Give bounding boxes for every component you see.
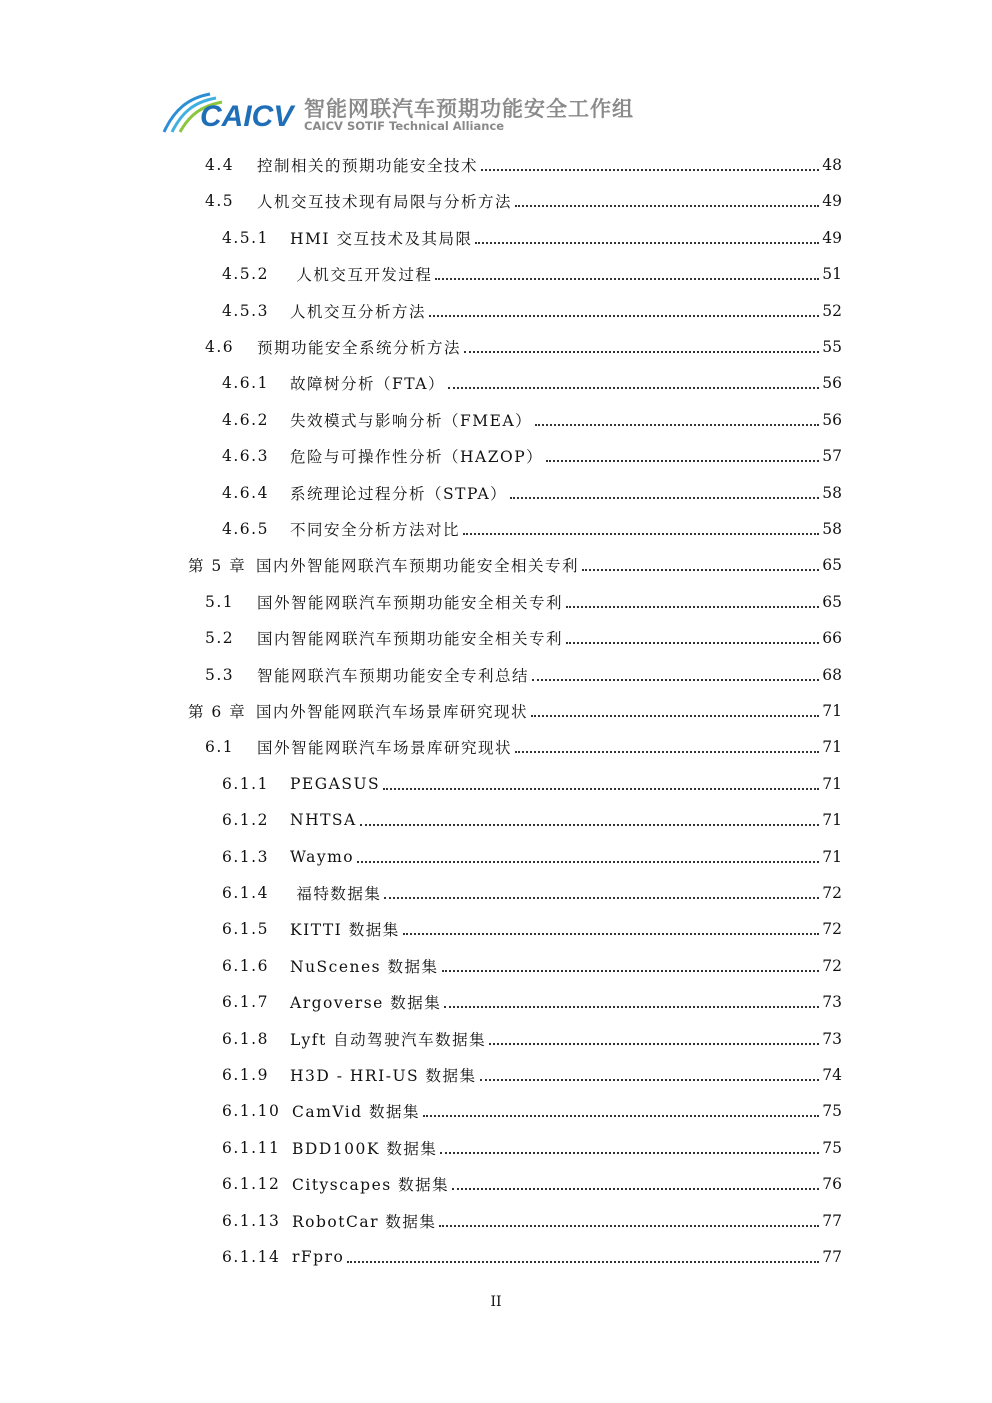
toc-entry[interactable] (222, 878, 842, 908)
toc-dot-leader (464, 350, 819, 353)
toc-entry[interactable] (222, 987, 842, 1017)
toc-dot-leader (360, 823, 820, 826)
toc-entry-number: 6.1.5 (222, 920, 269, 939)
alliance-title-en: CAICV SOTIF Technical Alliance (304, 119, 505, 133)
toc-entry-page: 74 (822, 1066, 842, 1084)
toc-dot-leader (440, 1151, 819, 1154)
toc-entry-page: 57 (822, 447, 842, 466)
toc-entry-number: 6.1.13 (222, 1211, 281, 1230)
toc-dot-leader (403, 932, 820, 935)
toc-entry-page: 48 (822, 156, 842, 174)
toc-dot-leader (444, 1005, 819, 1008)
toc-entry-number: 6.1.4 (222, 884, 269, 902)
toc-entry-page: 72 (822, 956, 842, 975)
toc-entry-title: 国外智能网联汽车场景库研究现状 (257, 739, 513, 758)
toc-entry-title: 人机交互分析方法 (290, 302, 427, 321)
toc-dot-leader (347, 1260, 819, 1263)
toc-dot-leader (480, 1078, 820, 1081)
toc-dot-leader (535, 423, 819, 426)
toc-entry-title: 智能网联汽车预期功能安全专利总结 (257, 666, 530, 685)
toc-entry[interactable] (222, 769, 842, 799)
toc-entry[interactable] (222, 1024, 842, 1054)
toc-entry-number: 第 6 章 (188, 703, 247, 721)
toc-entry-number: 6.1.1 (222, 774, 269, 793)
toc-entry-title: Lyft 自动驾驶汽车数据集 (290, 1030, 487, 1049)
toc-entry-page: 55 (822, 338, 842, 356)
toc-entry[interactable] (188, 696, 842, 726)
toc-entry-page: 72 (822, 884, 842, 902)
toc-entry-title: 故障树分析（FTA） (290, 375, 445, 394)
toc-entry[interactable] (222, 1060, 842, 1090)
toc-entry[interactable] (205, 186, 842, 216)
toc-entry-number: 4.6.4 (222, 483, 269, 502)
toc-dot-leader (510, 496, 819, 499)
toc-entry-title: 系统理论过程分析（STPA） (290, 484, 508, 503)
toc-dot-leader (435, 277, 819, 280)
toc-entry-title: 失效模式与影响分析（FMEA） (290, 411, 533, 430)
toc-dot-leader (439, 1224, 819, 1227)
toc-entry-title: 不同安全分析方法对比 (290, 521, 461, 539)
toc-entry-page: 73 (822, 993, 842, 1012)
toc-entry[interactable] (222, 1242, 842, 1272)
toc-entry-title: 控制相关的预期功能安全技术 (257, 157, 479, 175)
toc-entry-page: 77 (822, 1248, 842, 1266)
toc-dot-leader (489, 1042, 819, 1045)
toc-dot-leader (357, 860, 819, 863)
toc-entry-title: H3D - HRI-US 数据集 (290, 1067, 477, 1085)
toc-entry-title: CamVid 数据集 (292, 1103, 421, 1122)
toc-entry-number: 4.4 (205, 156, 235, 174)
page-header (160, 88, 634, 136)
toc-entry[interactable] (205, 587, 842, 617)
toc-entry[interactable] (222, 405, 842, 435)
toc-entry[interactable] (222, 842, 842, 872)
toc-entry-number: 6.1.9 (222, 1066, 269, 1084)
toc-entry-page: 76 (822, 1175, 842, 1194)
toc-entry-page: 49 (822, 228, 842, 247)
toc-entry[interactable] (222, 441, 842, 471)
toc-dot-leader (442, 969, 820, 972)
toc-entry[interactable] (205, 623, 842, 653)
toc-entry-page: 58 (822, 520, 842, 538)
toc-dot-leader (463, 532, 819, 535)
toc-entry[interactable] (222, 1169, 842, 1199)
toc-dot-leader (423, 1114, 819, 1117)
caicv-logo (160, 88, 300, 136)
toc-entry-title: KITTI 数据集 (290, 921, 400, 940)
toc-entry-page: 68 (822, 665, 842, 684)
toc-entry[interactable] (205, 660, 842, 690)
toc-entry-number: 6.1.7 (222, 993, 269, 1012)
toc-entry-number: 6.1.6 (222, 956, 269, 975)
toc-entry-page: 52 (822, 301, 842, 320)
toc-dot-leader (384, 896, 819, 899)
toc-dot-leader (531, 714, 819, 717)
toc-entry-page: 72 (822, 920, 842, 939)
toc-entry[interactable] (188, 550, 842, 580)
toc-entry-page: 65 (822, 592, 842, 611)
toc-entry-title: 国内外智能网联汽车场景库研究现状 (256, 703, 529, 721)
toc-entry-title: 国外智能网联汽车预期功能安全相关专利 (257, 593, 564, 612)
toc-entry-number: 4.6 (205, 338, 235, 356)
toc-dot-leader (566, 605, 819, 608)
toc-entry-number: 5.1 (205, 592, 235, 611)
toc-entry-number: 4.6.1 (222, 374, 269, 393)
toc-dot-leader (481, 168, 819, 171)
toc-entry[interactable] (222, 951, 842, 981)
toc-dot-leader (448, 386, 819, 389)
logo-wordmark: CAICV (200, 100, 294, 133)
toc-entry-title: NHTSA (290, 811, 357, 830)
toc-entry-title: NuScenes 数据集 (290, 957, 439, 976)
toc-entry-page: 71 (822, 774, 842, 793)
toc-dot-leader (452, 1187, 819, 1190)
toc-dot-leader (429, 314, 819, 317)
toc-dot-leader (515, 204, 819, 207)
toc-entry[interactable] (222, 223, 842, 253)
toc-entry-page: 56 (822, 374, 842, 393)
toc-entry-number: 6.1.14 (222, 1248, 281, 1266)
page-number: II (490, 1294, 502, 1310)
toc-entry-title: 国内外智能网联汽车预期功能安全相关专利 (256, 557, 580, 576)
toc-entry-title: 福特数据集 (290, 885, 382, 903)
toc-entry-page: 75 (822, 1138, 842, 1157)
toc-entry[interactable] (222, 1206, 842, 1236)
toc-dot-leader (383, 787, 819, 790)
toc-entry[interactable] (205, 150, 842, 180)
toc-dot-leader (515, 750, 819, 753)
toc-entry-number: 4.5.3 (222, 301, 269, 320)
toc-entry-number: 4.5 (205, 192, 235, 211)
toc-entry-page: 58 (822, 483, 842, 502)
toc-entry-page: 71 (822, 811, 842, 830)
toc-entry-page: 71 (822, 738, 842, 757)
toc-dot-leader (582, 568, 819, 571)
toc-entry[interactable] (222, 1096, 842, 1126)
toc-entry-number: 4.6.5 (222, 520, 269, 538)
toc-entry-number: 4.5.2 (222, 265, 269, 284)
toc-entry[interactable] (205, 332, 842, 362)
toc-entry-title: HMI 交互技术及其局限 (290, 229, 473, 248)
toc-entry-page: 71 (822, 847, 842, 866)
alliance-title-cn: 智能网联汽车预期功能安全工作组 (304, 97, 634, 121)
toc-entry[interactable] (222, 296, 842, 326)
toc-entry-page: 71 (822, 702, 842, 720)
toc-entry-title: PEGASUS (290, 774, 381, 793)
toc-entry[interactable] (222, 478, 842, 508)
toc-entry-title: Waymo (290, 847, 355, 866)
toc-entry-title: 危险与可操作性分析（HAZOP） (290, 448, 544, 467)
toc-entry-number: 4.5.1 (222, 228, 269, 247)
toc-entry-number: 6.1 (205, 738, 235, 757)
toc-entry-page: 77 (822, 1211, 842, 1230)
toc-entry-page: 56 (822, 410, 842, 429)
toc-dot-leader (532, 678, 819, 681)
toc-entry-page: 66 (822, 629, 842, 648)
toc-entry-page: 49 (822, 192, 842, 211)
toc-entry-number: 4.6.3 (222, 447, 269, 466)
toc-entry-number: 6.1.2 (222, 811, 269, 830)
toc-entry-page: 51 (822, 265, 842, 284)
toc-entry-title: 人机交互技术现有局限与分析方法 (257, 193, 513, 212)
toc-entry-number: 5.3 (205, 665, 235, 684)
toc-entry[interactable] (222, 914, 842, 944)
toc-entry-title: Argoverse 数据集 (290, 994, 442, 1013)
toc-entry[interactable] (222, 805, 842, 835)
toc-entry-title: 国内智能网联汽车预期功能安全相关专利 (257, 630, 564, 649)
toc-dot-leader (566, 641, 819, 644)
toc-entry-title: rFpro (292, 1248, 345, 1266)
toc-entry[interactable] (222, 1133, 842, 1163)
toc-entry-number: 6.1.11 (222, 1138, 281, 1157)
toc-entry[interactable] (222, 368, 842, 398)
toc-entry-number: 6.1.3 (222, 847, 269, 866)
toc-entry-number: 4.6.2 (222, 410, 269, 429)
toc-entry-page: 73 (822, 1029, 842, 1048)
toc-entry-title: BDD100K 数据集 (292, 1139, 438, 1158)
toc-entry-title: RobotCar 数据集 (292, 1212, 437, 1231)
toc-dot-leader (546, 459, 819, 462)
toc-entry-number: 6.1.8 (222, 1029, 269, 1048)
toc-entry-number: 6.1.12 (222, 1175, 281, 1194)
toc-entry-page: 65 (822, 556, 842, 575)
toc-dot-leader (475, 241, 819, 244)
toc-entry[interactable] (222, 259, 842, 289)
toc-entry-number: 5.2 (205, 629, 235, 648)
toc-entry-title: 预期功能安全系统分析方法 (257, 339, 462, 357)
toc-entry-number: 6.1.10 (222, 1102, 281, 1121)
toc-entry-page: 75 (822, 1102, 842, 1121)
toc-entry[interactable] (222, 514, 842, 544)
toc-entry-title: Cityscapes 数据集 (292, 1176, 450, 1195)
toc-entry-number: 第 5 章 (188, 557, 247, 576)
toc-entry-title: 人机交互开发过程 (290, 266, 433, 285)
toc-entry[interactable] (205, 732, 842, 762)
